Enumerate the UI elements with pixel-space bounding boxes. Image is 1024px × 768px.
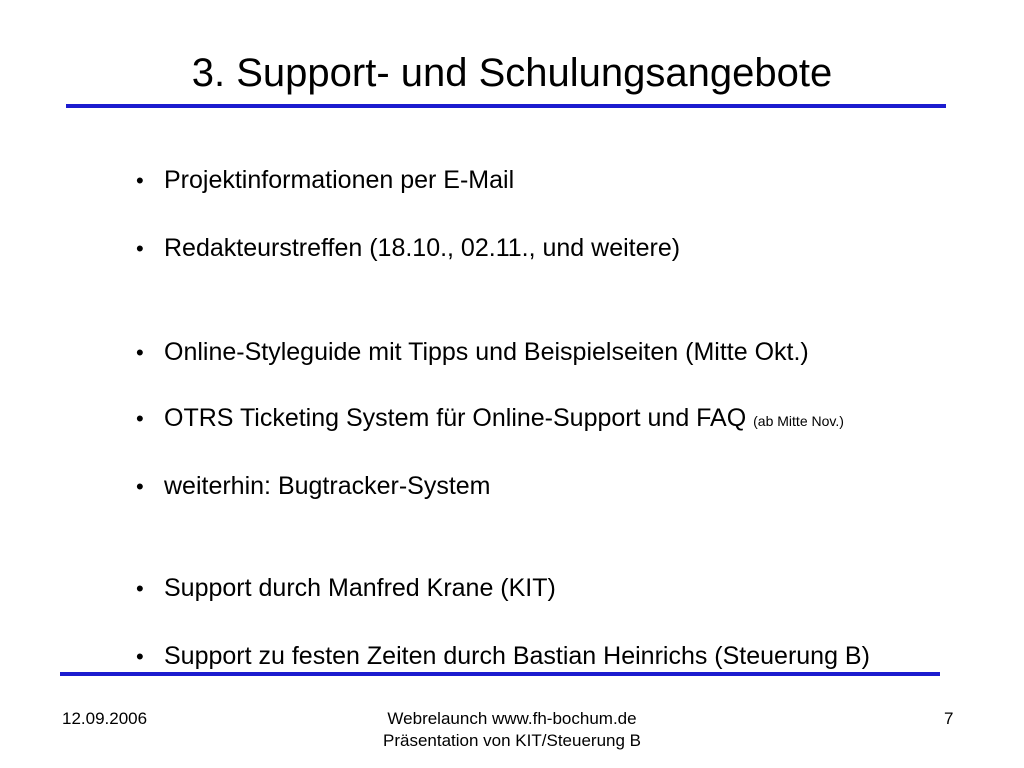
bullet-note: (ab Mitte Nov.) (753, 413, 844, 429)
bullet-item (136, 640, 870, 673)
bullet-text: OTRS Ticketing System für Online-Support und FAQ (164, 404, 747, 432)
bullet-item (136, 402, 844, 437)
footer-line-1: Webrelaunch www.fh-bochum.de (387, 709, 637, 728)
bullet-text: weiterhin: Bugtracker-System (164, 472, 491, 500)
footer-date: 12.09.2006 (62, 709, 148, 728)
footer-line-2: Präsentation von KIT/Steuerung B (383, 731, 641, 750)
footer-divider (60, 672, 940, 676)
slide-title: 3. Support- und Schulungsangebote (191, 51, 833, 95)
bullet-icon: • (136, 576, 144, 601)
bullet-item (136, 572, 556, 605)
bullet-icon: • (136, 340, 144, 365)
bullet-icon: • (136, 474, 144, 499)
bullet-text: Support durch Manfred Krane (KIT) (164, 574, 556, 602)
bullet-text: Online-Styleguide mit Tipps und Beispielseiten (Mitte Okt.) (164, 338, 809, 366)
bullet-item (136, 336, 809, 369)
bullet-text: Redakteurstreffen (18.10., 02.11., und weitere) (164, 234, 681, 262)
bullet-icon: • (136, 168, 144, 193)
page-number: 7 (944, 709, 954, 728)
footer-center (312, 708, 712, 752)
bullet-icon: • (136, 236, 144, 261)
bullet-text: Projektinformationen per E-Mail (164, 166, 515, 194)
bullet-icon: • (136, 644, 144, 669)
bullet-text: Support zu festen Zeiten durch Bastian Heinrichs (Steuerung B) (164, 642, 870, 670)
bullet-item (136, 164, 514, 197)
bullet-item (136, 470, 491, 503)
bullet-icon: • (136, 406, 144, 431)
title-underline (66, 104, 946, 108)
bullet-item (136, 232, 680, 265)
